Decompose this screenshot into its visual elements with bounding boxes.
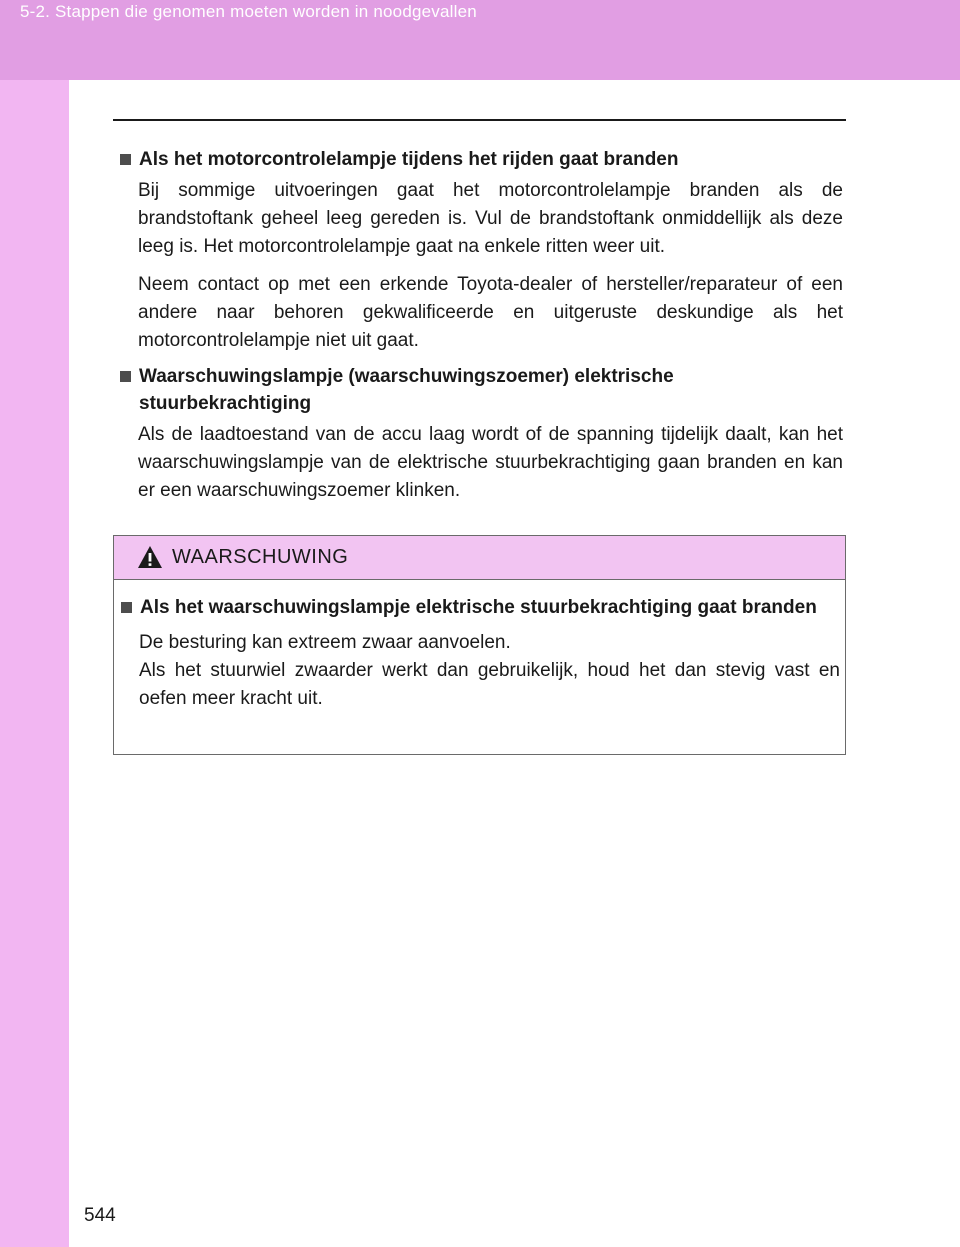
paragraph: Als de laadtoestand van de accu laag wordt of de spanning tijdelijk daalt, kan het waarschuwingslampje van de elektrische stuurbekrachtiging gaan branden en kan er een waarschuwingszoemer klinken. <box>138 424 843 501</box>
square-bullet-icon <box>120 154 131 165</box>
warning-header <box>114 536 845 580</box>
warning-triangle-icon <box>137 545 163 569</box>
warning-line: De besturing kan extreem zwaar aanvoelen. <box>139 632 511 653</box>
section-divider <box>113 119 846 121</box>
chapter-title: 5-2. Stappen die genomen moeten worden in noodgevallen <box>20 2 477 21</box>
header-band <box>0 0 960 80</box>
section-heading: Waarschuwingslampje (waarschuwingszoemer) elektrische stuurbekrachtiging <box>113 363 843 417</box>
warning-body <box>114 594 840 713</box>
square-bullet-icon <box>120 371 131 382</box>
paragraph: Bij sommige uitvoeringen gaat het motorcontrolelampje branden als de brandstoftank geheel leeg gereden is. Vul de brandstoftank onmiddellijk als deze leeg is. Het motorcontrolelampje gaat na enkele ritten weer uit. <box>138 180 843 257</box>
warning-heading: Als het waarschuwingslampje elektrische stuurbekrachtiging gaat branden <box>114 594 840 621</box>
paragraph: Neem contact op met een erkende Toyota-dealer of hersteller/reparateur of een andere naar behoren gekwalificeerde en uitgeruste deskundige als het motorcontrolelampje niet uit gaat. <box>138 274 843 351</box>
section-steering-warning <box>113 363 843 505</box>
warning-title: WAARSCHUWING <box>172 546 349 568</box>
warning-line: Als het stuurwiel zwaarder werkt dan gebruikelijk, houd het dan stevig vast en oefen meer kracht uit. <box>139 660 840 709</box>
section-engine-light <box>113 146 843 355</box>
square-bullet-icon <box>121 602 132 613</box>
section-heading: Als het motorcontrolelampje tijdens het rijden gaat branden <box>113 146 843 173</box>
main-content <box>113 146 843 505</box>
warning-box <box>113 535 846 755</box>
page-number: 544 <box>84 1205 116 1226</box>
side-band <box>0 0 69 1247</box>
